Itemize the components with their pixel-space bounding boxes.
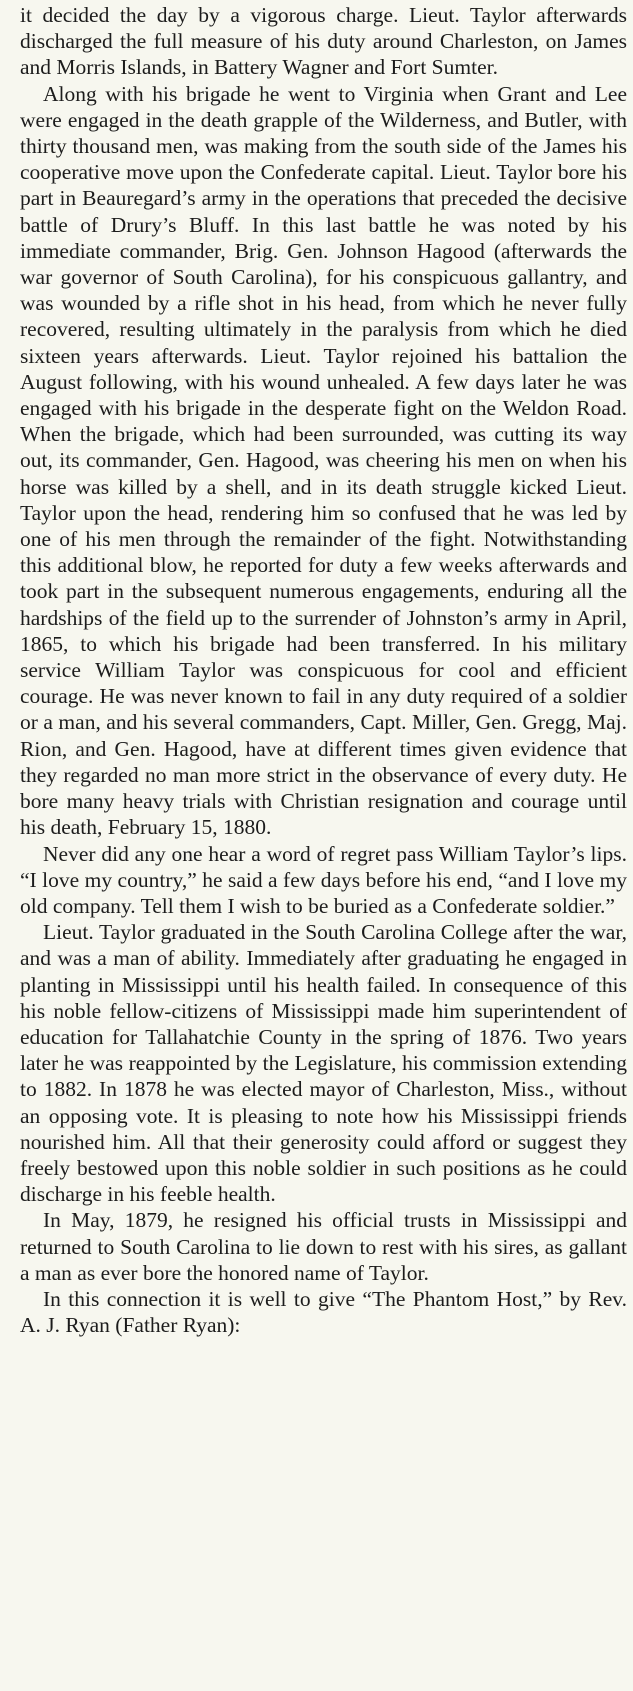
paragraph-phantom-host: In this connection it is well to give “The Phantom Host,” by Rev. A. J. Ryan (Father Ryan): [20,1286,627,1338]
paragraph-mississippi: Lieut. Taylor graduated in the South Carolina College after the war, and was a man of ability. Immediately after graduating he engaged in planting in Mississippi until his health failed. In consequence of this his noble fellow-citizens of Mississippi made him superintendent of education for Tallahatchie County in the spring of 1876. Two years later he was reappointed by the Legislature, his commission extending to 1882. In 1878 he was elected mayor of Charleston, Miss., without an opposing vote. It is pleasing to note how his Mississippi friends nourished him. All that their generosity could afford or suggest they freely bestowed upon this noble soldier in such positions as he could discharge in his feeble health. [20,920,627,1207]
paragraph-charge: it decided the day by a vigorous charge. Lieut. Taylor afterwards discharged the full measure of his duty around Charleston, on James and Morris Islands, in Battery Wagner and Fort Sumter. [20,3,627,80]
paragraph-virginia-service: Along with his brigade he went to Virginia when Grant and Lee were engaged in the death grapple of the Wilderness, and Butler, with thirty thousand men, was making from the south side of the James his cooperative move upon the Confederate capital. Lieut. Taylor bore his part in Beauregard’s army in the operations that preceded the decisive battle of Drury’s Bluff. In this last battle he was noted by his immediate commander, Brig. Gen. Johnson Hagood (afterwards the war governor of South Carolina), for his conspicuous gallantry, and was wounded by a rifle shot in his head, from which he never fully recovered, resulting ultimately in the paralysis from which he died sixteen years afterwards. Lieut. Taylor rejoined his battalion the August following, with his wound unhealed. A few days later he was engaged with his brigade in the desperate fight on the Weldon Road. When the brigade, which had been surrounded, was cutting its way out, its commander, Gen. Hagood, was cheering his men on when his horse was killed by a shell, and in its death struggle kicked Lieut. Taylor upon the head, rendering him so confused that he was led by one of his men through the remainder of the fight. Notwithstanding this additional blow, he reported for duty a few weeks afterwards and took part in the subsequent numerous engagements, enduring all the hardships of the field up to the surrender of Johnston’s army in April, 1865, to which his brigade had been transferred. In his military service William Taylor was conspicuous for cool and efficient courage. He was never known to fail in any duty required of a soldier or a man, and his several commanders, Capt. Miller, Gen. Gregg, Maj. Rion, and Gen. Hagood, have at different times given evidence that they regarded no man more strict in the observance of every duty. He bore many heavy trials with Christian resignation and courage until his death, February 15, 1880. [20,81,627,840]
paragraph-return: In May, 1879, he resigned his official trusts in Mississippi and returned to South Carolina to lie down to rest with his sires, as gallant a man as ever bore the honored name of Taylor. [20,1208,627,1285]
paragraph-last-words: Never did any one hear a word of regret pass William Taylor’s lips. “I love my country,” he said a few days before his end, “and I love my old company. Tell them I wish to be buried as a Confederate soldier.” [20,841,627,918]
